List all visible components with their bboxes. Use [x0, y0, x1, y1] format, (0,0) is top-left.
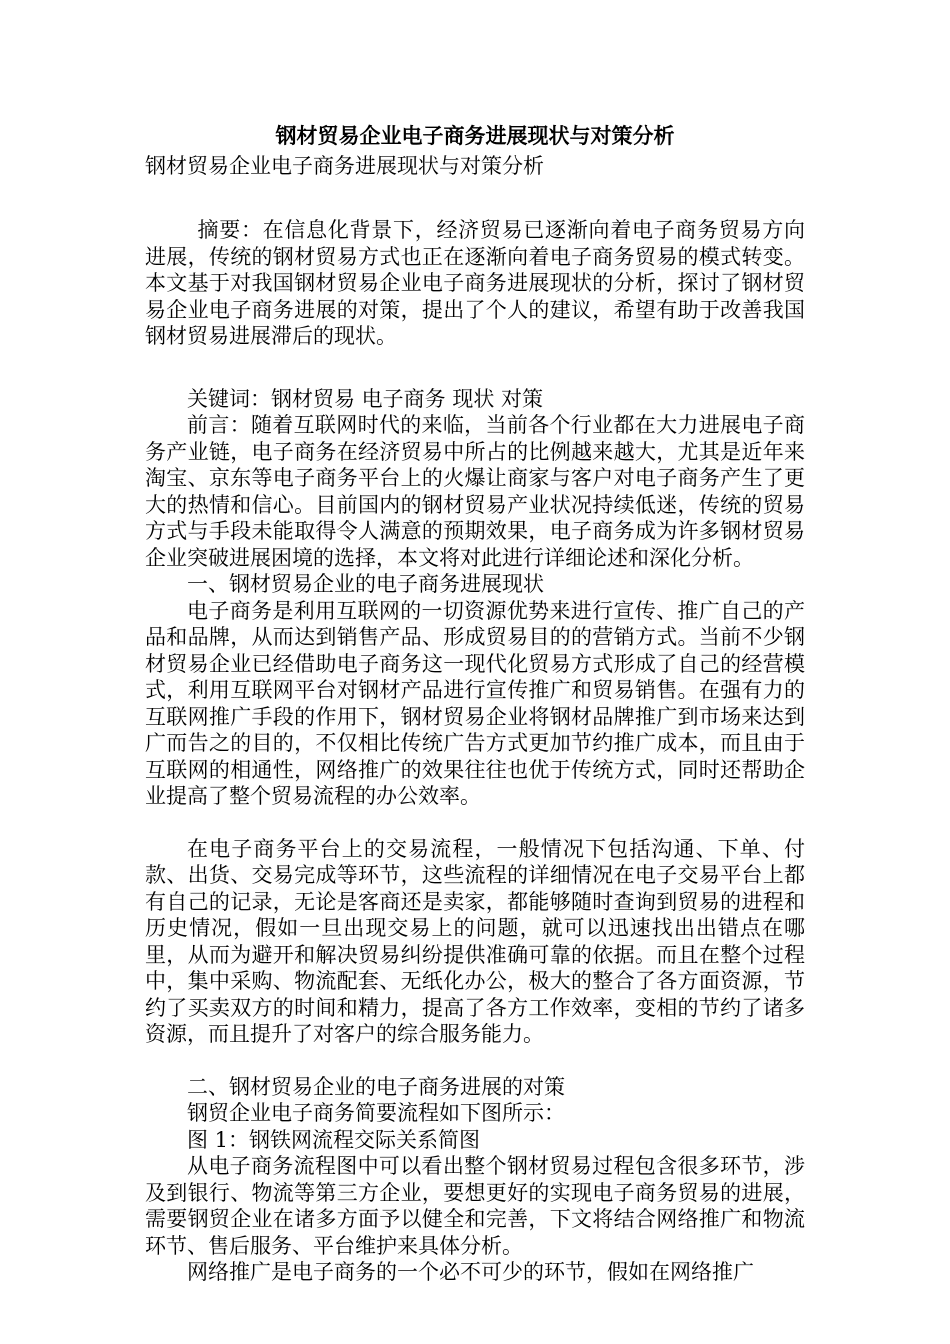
- section-2-intro: 钢贸企业电子商务简要流程如下图所示：: [187, 1101, 565, 1125]
- section-2-paragraph-1: 从电子商务流程图中可以看出整个钢材贸易过程包含很多环节，涉及到银行、物流等第三方企业，要想更好的实现电子商务贸易的进展，需要钢贸企业在诸多方面予以健全和完善，下文将结合网络推广和物流环节、售后服务、平台维护来具体分析。: [145, 1154, 805, 1258]
- section-1-paragraph-1: 电子商务是利用互联网的一切资源优势来进行宣传、推广自己的产品和品牌，从而达到销售产品、形成贸易目的的营销方式。当前不少钢材贸易企业已经借助电子商务这一现代化贸易方式形成了自己的经营模式，利用互联网平台对钢材产品进行宣传推广和贸易销售。在强有力的互联网推广手段的作用下，钢材贸易企业将钢材品牌推广到市场来达到广而告之的目的，不仅相比传统广告方式更加节约推广成本，而且由于互联网的相通性，网络推广的效果往往也优于传统方式，同时还帮助企业提高了整个贸易流程的办公效率。: [145, 598, 805, 808]
- preface-paragraph: 前言：随着互联网时代的来临，当前各个行业都在大力进展电子商务产业链，电子商务在经济贸易中所占的比例越来越大，尤其是近年来淘宝、京东等电子商务平台上的火爆让商家与客户对电子商务产生了更大的热情和信心。目前国内的钢材贸易产业状况持续低迷，传统的贸易方式与手段未能取得令人满意的预期效果，电子商务成为许多钢材贸易企业突破进展困境的选择，本文将对此进行详细论述和深化分析。: [145, 413, 805, 570]
- document-page: [145, 121, 805, 1286]
- keywords-line: 关键词：钢材贸易 电子商务 现状 对策: [187, 386, 544, 411]
- spacer: [145, 1048, 805, 1074]
- abstract-paragraph: 摘要：在信息化背景下，经济贸易已逐渐向着电子商务贸易方向进展，传统的钢材贸易方式也正在逐渐向着电子商务贸易的模式转变。本文基于对我国钢材贸易企业电子商务进展现状的分析，探讨了钢材贸易企业电子商务进展的对策，提出了个人的建议，希望有助于改善我国钢材贸易进展滞后的现状。: [145, 218, 805, 348]
- section-1-paragraph-2: 在电子商务平台上的交易流程，一般情况下包括沟通、下单、付款、出货、交易完成等环节，这些流程的详细情况在电子交易平台上都有自己的记录，无论是客商还是卖家，都能够随时查询到贸易的进程和历史情况，假如一旦出现交易上的问题，就可以迅速找出出错点在哪里，从而为避开和解决贸易纠纷提供准确可靠的依据。而且在整个过程中，集中采购、物流配套、无纸化办公，极大的整合了各方面资源，节约了买卖双方的时间和精力，提高了各方工作效率，变相的节约了诸多资源，而且提升了对客户的综合服务能力。: [145, 836, 805, 1046]
- section-1-heading: 一、钢材贸易企业的电子商务进展现状: [187, 572, 544, 596]
- document-title: 钢材贸易企业电子商务进展现状与对策分析: [275, 123, 675, 148]
- section-2-heading: 二、钢材贸易企业的电子商务进展的对策: [187, 1074, 565, 1099]
- figure-caption: 图 1：钢铁网流程交际关系简图: [187, 1127, 481, 1152]
- section-2-paragraph-2: 网络推广是电子商务的一个必不可少的环节，假如在网络推广: [187, 1260, 754, 1284]
- spacer: [145, 810, 805, 836]
- spacer: [145, 350, 805, 386]
- spacer: [145, 181, 805, 217]
- document-subtitle: 钢材贸易企业电子商务进展现状与对策分析: [145, 154, 544, 178]
